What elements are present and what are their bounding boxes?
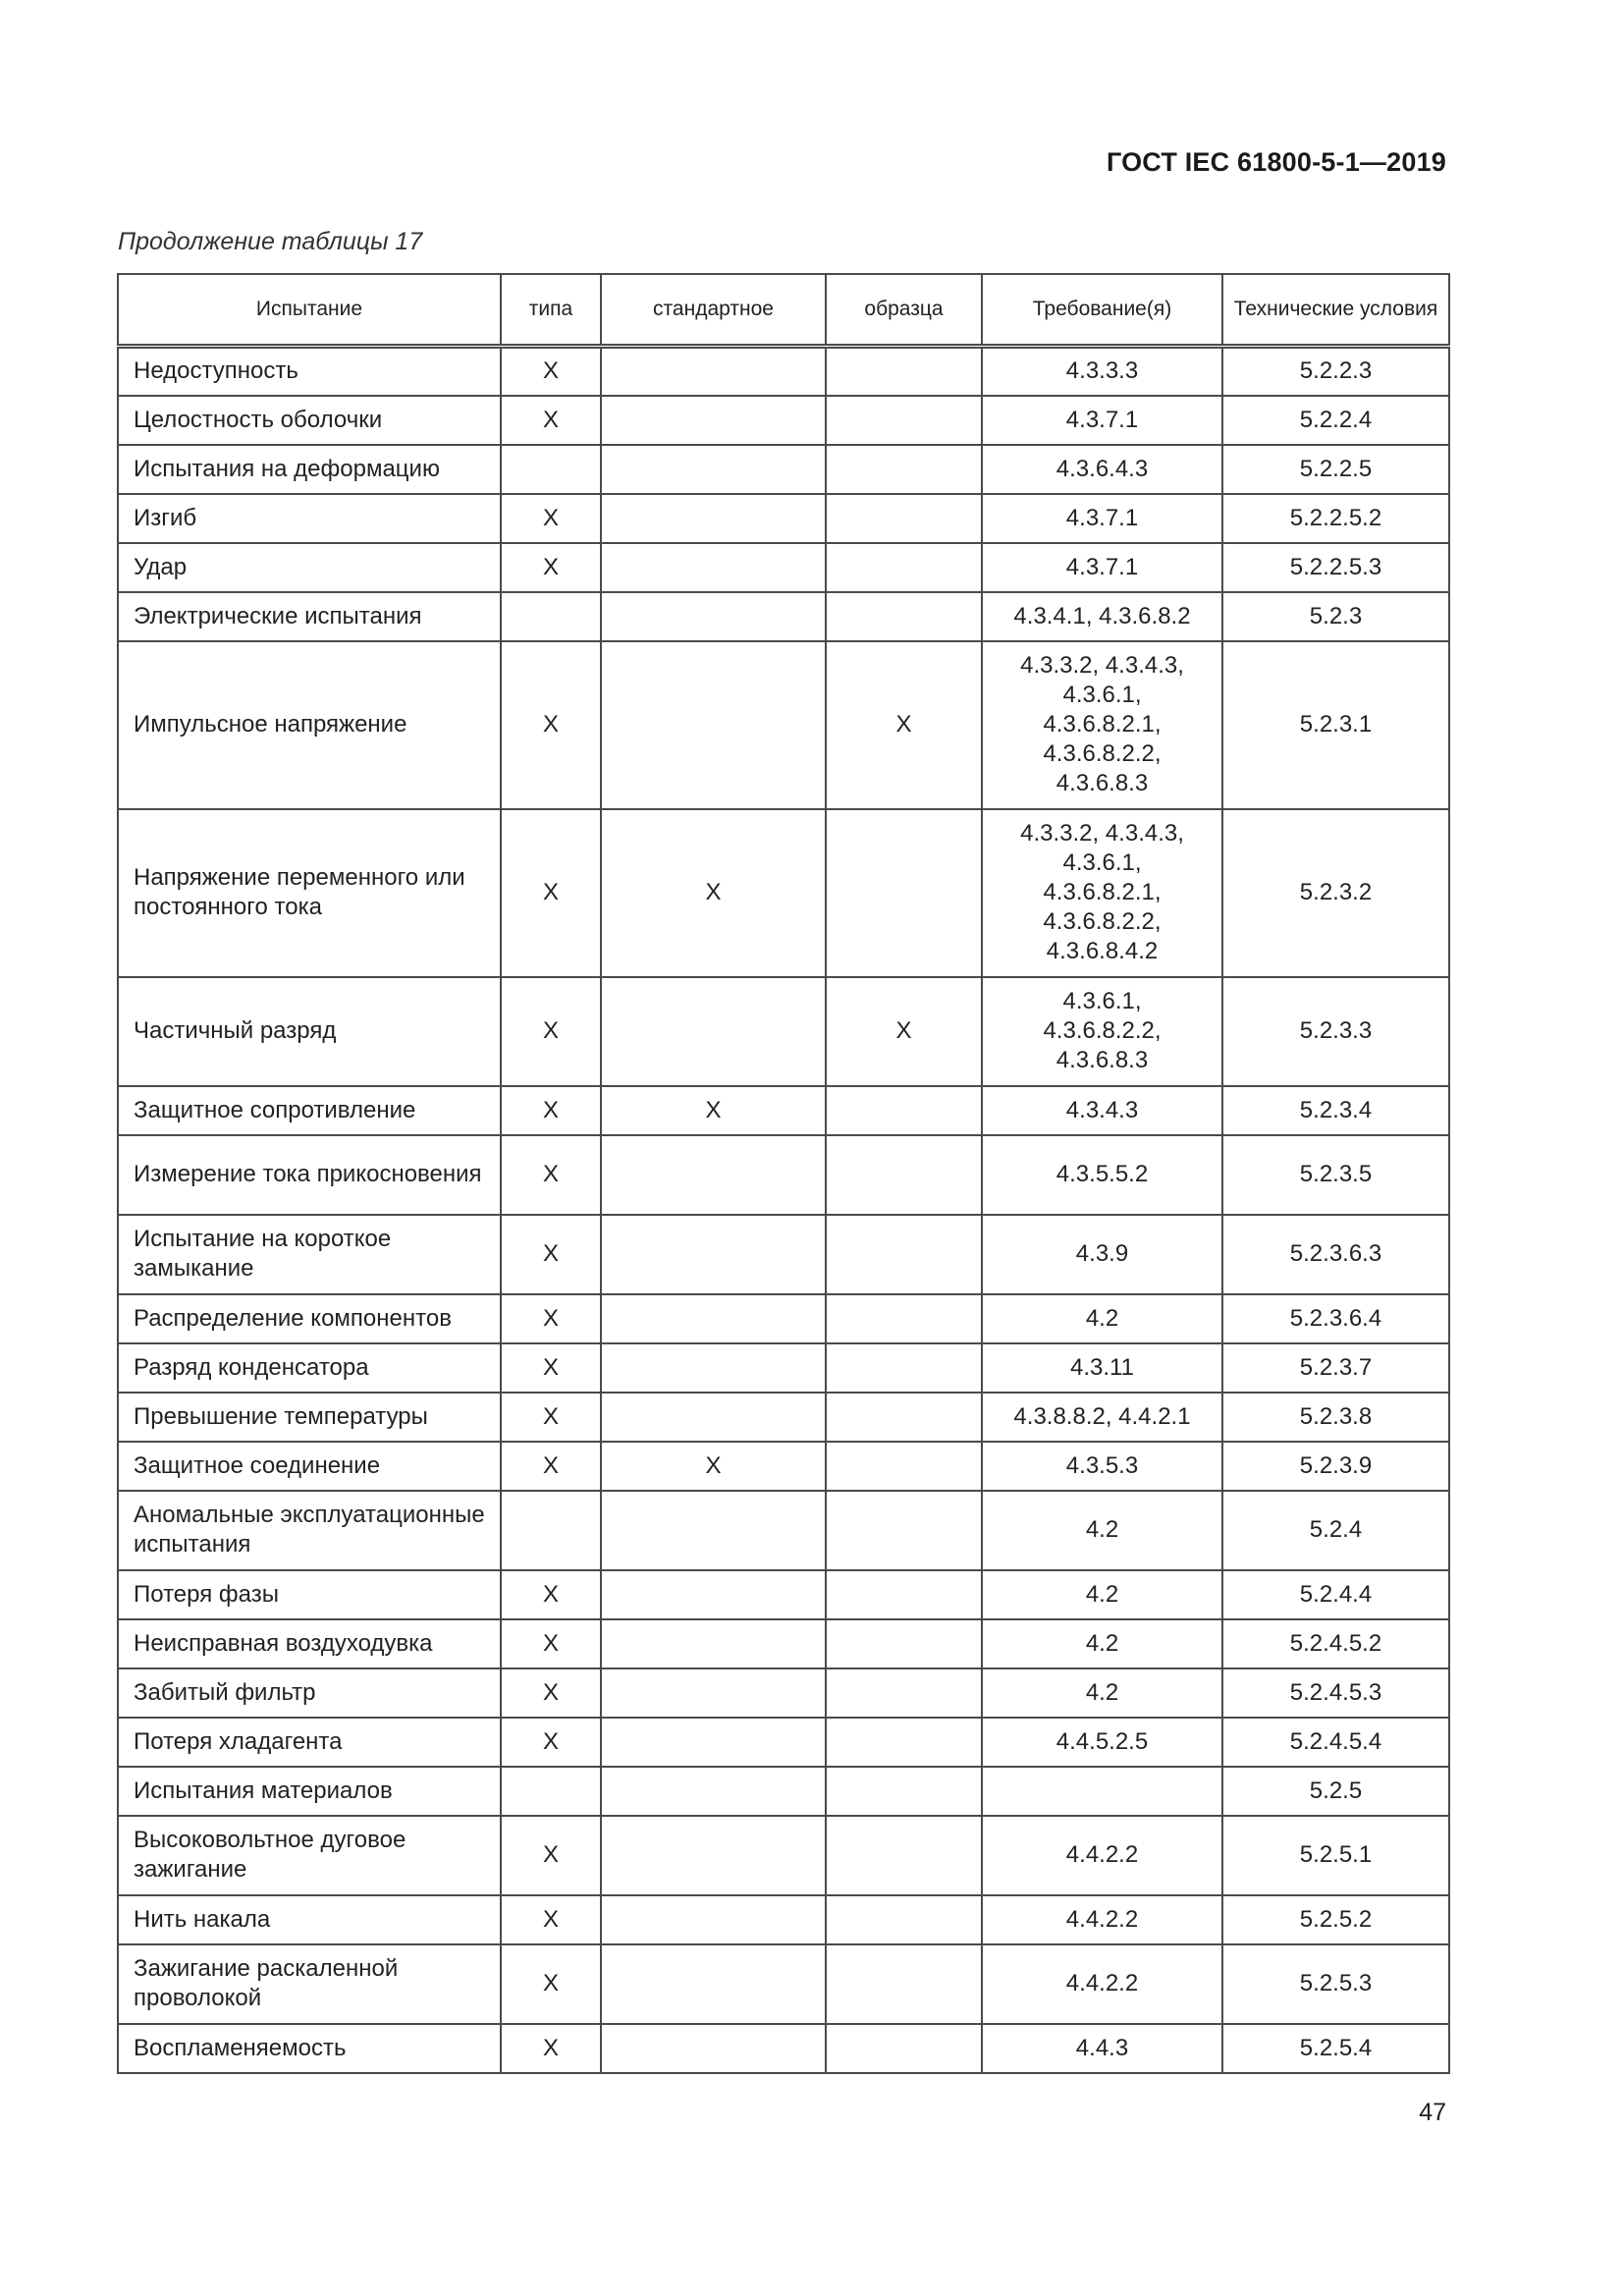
cell-standard-test: X (601, 1442, 826, 1491)
cell-standard-test (601, 1718, 826, 1767)
cell-test-name: Распределение компонентов (118, 1294, 501, 1343)
cell-requirements: 4.3.9 (982, 1215, 1222, 1294)
cell-type-test: X (501, 494, 601, 543)
cell-spec: 5.2.3 (1222, 592, 1449, 641)
table-row (118, 1215, 1449, 1294)
cell-requirements: 4.3.5.3 (982, 1442, 1222, 1491)
cell-type-test: X (501, 1442, 601, 1491)
cell-spec: 5.2.3.3 (1222, 977, 1449, 1086)
cell-type-test: X (501, 1944, 601, 2024)
table-row (118, 1767, 1449, 1816)
cell-spec: 5.2.2.5 (1222, 445, 1449, 494)
cell-test-name: Недоступность (118, 347, 501, 396)
cell-test-name: Потеря фазы (118, 1570, 501, 1619)
table-row (118, 494, 1449, 543)
cell-type-test: X (501, 641, 601, 809)
cell-requirements: 4.4.2.2 (982, 1816, 1222, 1895)
col-header-sample: образца (826, 274, 982, 347)
cell-sample-test: X (826, 977, 982, 1086)
cell-standard-test (601, 1944, 826, 2024)
cell-test-name: Аномальные эксплуатационные испытания (118, 1491, 501, 1570)
cell-test-name: Воспламеняемость (118, 2024, 501, 2073)
cell-test-name: Забитый фильтр (118, 1668, 501, 1718)
cell-type-test (501, 445, 601, 494)
table-row (118, 1570, 1449, 1619)
cell-standard-test (601, 494, 826, 543)
cell-test-name: Напряжение переменного или постоянного тока (118, 809, 501, 977)
table-row (118, 2024, 1449, 2073)
cell-type-test: X (501, 347, 601, 396)
cell-standard-test (601, 1895, 826, 1944)
cell-type-test: X (501, 1215, 601, 1294)
col-header-type: типа (501, 274, 601, 347)
cell-spec: 5.2.3.7 (1222, 1343, 1449, 1393)
cell-requirements: 4.2 (982, 1668, 1222, 1718)
cell-type-test: X (501, 1343, 601, 1393)
cell-spec: 5.2.3.6.4 (1222, 1294, 1449, 1343)
cell-spec: 5.2.5.1 (1222, 1816, 1449, 1895)
table-row (118, 1718, 1449, 1767)
cell-sample-test (826, 1491, 982, 1570)
cell-type-test: X (501, 396, 601, 445)
cell-requirements: 4.3.4.1, 4.3.6.8.2 (982, 592, 1222, 641)
cell-requirements: 4.3.5.5.2 (982, 1135, 1222, 1215)
cell-requirements: 4.3.6.4.3 (982, 445, 1222, 494)
cell-spec: 5.2.3.5 (1222, 1135, 1449, 1215)
cell-requirements: 4.3.3.2, 4.3.4.3, 4.3.6.1, 4.3.6.8.2.1, 4.3.6.8.2.2, 4.3.6.8.4.2 (982, 809, 1222, 977)
tests-table (117, 273, 1450, 2074)
cell-test-name: Удар (118, 543, 501, 592)
cell-spec: 5.2.2.5.2 (1222, 494, 1449, 543)
cell-standard-test (601, 396, 826, 445)
cell-standard-test (601, 1619, 826, 1668)
cell-requirements: 4.3.7.1 (982, 396, 1222, 445)
table-row (118, 347, 1449, 396)
cell-standard-test (601, 1570, 826, 1619)
page-number: 47 (1419, 2099, 1446, 2126)
cell-type-test: X (501, 1294, 601, 1343)
cell-standard-test: X (601, 1086, 826, 1135)
cell-test-name: Потеря хладагента (118, 1718, 501, 1767)
table-row (118, 1442, 1449, 1491)
cell-sample-test (826, 809, 982, 977)
cell-type-test: X (501, 977, 601, 1086)
cell-standard-test (601, 1393, 826, 1442)
cell-test-name: Частичный разряд (118, 977, 501, 1086)
table-row (118, 592, 1449, 641)
cell-standard-test (601, 977, 826, 1086)
cell-type-test (501, 592, 601, 641)
cell-requirements: 4.3.8.8.2, 4.4.2.1 (982, 1393, 1222, 1442)
cell-sample-test (826, 1135, 982, 1215)
cell-spec: 5.2.2.3 (1222, 347, 1449, 396)
cell-sample-test (826, 1570, 982, 1619)
cell-requirements: 4.3.4.3 (982, 1086, 1222, 1135)
cell-type-test: X (501, 1619, 601, 1668)
cell-test-name: Целостность оболочки (118, 396, 501, 445)
cell-sample-test (826, 592, 982, 641)
cell-sample-test (826, 1086, 982, 1135)
cell-requirements: 4.4.2.2 (982, 1944, 1222, 2024)
table-row (118, 977, 1449, 1086)
cell-test-name: Изгиб (118, 494, 501, 543)
cell-standard-test: X (601, 809, 826, 977)
cell-test-name: Неисправная воздуходувка (118, 1619, 501, 1668)
cell-spec: 5.2.4.5.4 (1222, 1718, 1449, 1767)
cell-requirements: 4.2 (982, 1619, 1222, 1668)
cell-spec: 5.2.2.5.3 (1222, 543, 1449, 592)
cell-sample-test (826, 543, 982, 592)
table-caption: Продолжение таблицы 17 (118, 228, 423, 255)
cell-standard-test (601, 592, 826, 641)
cell-sample-test (826, 494, 982, 543)
cell-requirements: 4.2 (982, 1491, 1222, 1570)
cell-sample-test (826, 445, 982, 494)
cell-spec: 5.2.3.6.3 (1222, 1215, 1449, 1294)
cell-spec: 5.2.4.5.3 (1222, 1668, 1449, 1718)
cell-type-test: X (501, 1570, 601, 1619)
cell-sample-test (826, 347, 982, 396)
cell-type-test: X (501, 543, 601, 592)
cell-test-name: Импульсное напряжение (118, 641, 501, 809)
cell-type-test: X (501, 1895, 601, 1944)
cell-requirements (982, 1767, 1222, 1816)
cell-spec: 5.2.4.5.2 (1222, 1619, 1449, 1668)
table-row (118, 1944, 1449, 2024)
cell-spec: 5.2.3.4 (1222, 1086, 1449, 1135)
cell-standard-test (601, 445, 826, 494)
cell-test-name: Испытания на деформацию (118, 445, 501, 494)
cell-spec: 5.2.5.4 (1222, 2024, 1449, 2073)
cell-sample-test (826, 1895, 982, 1944)
cell-spec: 5.2.3.9 (1222, 1442, 1449, 1491)
cell-type-test: X (501, 1135, 601, 1215)
cell-standard-test (601, 543, 826, 592)
cell-requirements: 4.2 (982, 1294, 1222, 1343)
cell-spec: 5.2.3.2 (1222, 809, 1449, 977)
cell-test-name: Испытание на короткое замыкание (118, 1215, 501, 1294)
cell-sample-test (826, 1442, 982, 1491)
cell-spec: 5.2.4 (1222, 1491, 1449, 1570)
cell-requirements: 4.2 (982, 1570, 1222, 1619)
cell-sample-test (826, 1718, 982, 1767)
cell-test-name: Измерение тока прикосновения (118, 1135, 501, 1215)
cell-sample-test (826, 1816, 982, 1895)
cell-spec: 5.2.5.3 (1222, 1944, 1449, 2024)
table-row (118, 641, 1449, 809)
cell-standard-test (601, 1816, 826, 1895)
cell-standard-test (601, 1294, 826, 1343)
table-row (118, 809, 1449, 977)
table-row (118, 1816, 1449, 1895)
table-row (118, 1619, 1449, 1668)
cell-sample-test (826, 1767, 982, 1816)
cell-requirements: 4.4.5.2.5 (982, 1718, 1222, 1767)
cell-spec: 5.2.4.4 (1222, 1570, 1449, 1619)
document-id: ГОСТ IEC 61800-5-1—2019 (1106, 147, 1446, 177)
cell-standard-test (601, 347, 826, 396)
col-header-requirements: Требование(я) (982, 274, 1222, 347)
cell-sample-test (826, 2024, 982, 2073)
cell-requirements: 4.3.11 (982, 1343, 1222, 1393)
cell-type-test: X (501, 2024, 601, 2073)
cell-spec: 5.2.2.4 (1222, 396, 1449, 445)
cell-test-name: Защитное сопротивление (118, 1086, 501, 1135)
table-row (118, 1895, 1449, 1944)
cell-standard-test (601, 1343, 826, 1393)
cell-requirements: 4.4.2.2 (982, 1895, 1222, 1944)
cell-requirements: 4.3.3.3 (982, 347, 1222, 396)
cell-standard-test (601, 641, 826, 809)
cell-type-test: X (501, 1086, 601, 1135)
cell-sample-test (826, 396, 982, 445)
cell-standard-test (601, 1767, 826, 1816)
table-row (118, 1668, 1449, 1718)
table-row (118, 1491, 1449, 1570)
table-row (118, 1343, 1449, 1393)
cell-standard-test (601, 1491, 826, 1570)
cell-sample-test (826, 1944, 982, 2024)
cell-standard-test (601, 1135, 826, 1215)
col-header-standard: стандартное (601, 274, 826, 347)
cell-type-test: X (501, 1718, 601, 1767)
cell-test-name: Испытания материалов (118, 1767, 501, 1816)
table-row (118, 396, 1449, 445)
cell-sample-test (826, 1668, 982, 1718)
table-body (118, 347, 1449, 2073)
cell-type-test (501, 1491, 601, 1570)
cell-requirements: 4.3.7.1 (982, 494, 1222, 543)
cell-type-test: X (501, 1816, 601, 1895)
cell-type-test (501, 1767, 601, 1816)
col-header-test: Испытание (118, 274, 501, 347)
cell-requirements: 4.4.3 (982, 2024, 1222, 2073)
table-row (118, 1294, 1449, 1343)
cell-test-name: Электрические испытания (118, 592, 501, 641)
col-header-spec: Технические условия (1222, 274, 1449, 347)
cell-sample-test (826, 1343, 982, 1393)
cell-sample-test: X (826, 641, 982, 809)
cell-test-name: Высоковольтное дуговое зажигание (118, 1816, 501, 1895)
cell-requirements: 4.3.7.1 (982, 543, 1222, 592)
cell-sample-test (826, 1215, 982, 1294)
cell-standard-test (601, 1215, 826, 1294)
cell-requirements: 4.3.6.1, 4.3.6.8.2.2, 4.3.6.8.3 (982, 977, 1222, 1086)
cell-sample-test (826, 1619, 982, 1668)
cell-standard-test (601, 2024, 826, 2073)
cell-type-test: X (501, 1393, 601, 1442)
cell-test-name: Разряд конденсатора (118, 1343, 501, 1393)
cell-spec: 5.2.3.1 (1222, 641, 1449, 809)
cell-test-name: Защитное соединение (118, 1442, 501, 1491)
cell-test-name: Нить накала (118, 1895, 501, 1944)
table-row (118, 1086, 1449, 1135)
table-row (118, 1135, 1449, 1215)
cell-type-test: X (501, 1668, 601, 1718)
table-row (118, 543, 1449, 592)
cell-test-name: Зажигание раскаленной проволокой (118, 1944, 501, 2024)
table-row (118, 1393, 1449, 1442)
cell-spec: 5.2.5 (1222, 1767, 1449, 1816)
cell-spec: 5.2.5.2 (1222, 1895, 1449, 1944)
cell-type-test: X (501, 809, 601, 977)
cell-test-name: Превышение температуры (118, 1393, 501, 1442)
cell-sample-test (826, 1393, 982, 1442)
cell-requirements: 4.3.3.2, 4.3.4.3, 4.3.6.1, 4.3.6.8.2.1, 4.3.6.8.2.2, 4.3.6.8.3 (982, 641, 1222, 809)
table-row (118, 445, 1449, 494)
cell-standard-test (601, 1668, 826, 1718)
cell-spec: 5.2.3.8 (1222, 1393, 1449, 1442)
cell-sample-test (826, 1294, 982, 1343)
table-header-row (118, 274, 1449, 347)
